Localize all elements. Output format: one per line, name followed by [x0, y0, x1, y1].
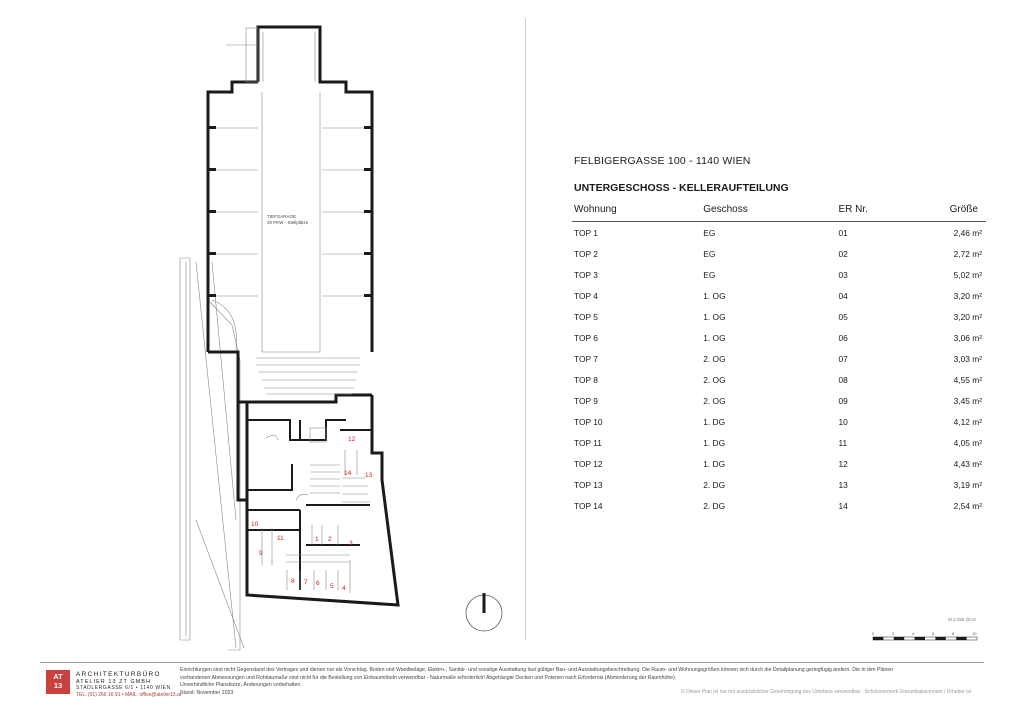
cell-floor: 1. DG [703, 437, 726, 448]
cell-floor: 2. DG [703, 479, 726, 490]
cell-size: 4,12 m² [953, 416, 983, 427]
cell-size: 2,54 m² [953, 500, 983, 511]
cellar-allocation-table [572, 204, 986, 516]
table-row [572, 369, 986, 390]
cell-er-nr: 14 [838, 500, 848, 511]
compartment-number-13: 13 [365, 472, 373, 479]
header-floor: Geschoss [701, 204, 836, 222]
cell-size: 4,05 m² [953, 437, 983, 448]
cell-size: 4,43 m² [953, 458, 983, 469]
firm-info [76, 672, 181, 698]
table-row [572, 453, 986, 474]
compartment-number-7: 7 [304, 579, 308, 586]
cell-floor: EG [703, 248, 716, 259]
cell-er-nr: 09 [838, 395, 848, 406]
scale-tick-label: 10 [972, 631, 977, 636]
cell-floor: 2. OG [703, 395, 726, 406]
cell-er-nr: 08 [838, 374, 848, 385]
north-arrow [466, 593, 502, 631]
compartment-number-6: 6 [316, 580, 320, 587]
cell-er-nr: 12 [838, 458, 848, 469]
cell-floor: 2. OG [703, 353, 726, 364]
cell-unit: TOP 14 [574, 500, 603, 511]
cell-er-nr: 07 [838, 353, 848, 364]
cell-unit: TOP 4 [574, 290, 598, 301]
ramp-lines [180, 258, 244, 650]
copyright-note: © Dieser Plan ist nur mit ausdrücklicher Genehmigung des Urhebers verwendbar - Schutzvermerk Grenzdisplacement / Urheber ist [681, 689, 972, 695]
header-unit: Wohnung [572, 204, 701, 222]
cell-unit: TOP 13 [574, 479, 603, 490]
cell-size: 2,46 m² [953, 227, 983, 238]
cell-floor: 1. OG [703, 290, 726, 301]
compartment-numbers [251, 436, 373, 592]
table-row [572, 474, 986, 495]
table-row [572, 285, 986, 306]
garage-label: TIEFGARAGE [267, 214, 297, 219]
disclaimer-line: Einrichtungen sind nicht Gegenstand des Vertrages und dienen nur als Vorschlag. Boden und Wandbeläge, Elektro-, Sanitär- und sonstige Ausstattung laut gültiger Bau- und Ausstattungsbeschreibung. Die Raum- und Wohnungsgrößen können sich durch die Detailplanung geringfügig ändern. Die in den Plänen [180, 667, 894, 673]
firm-contact: TEL. (01) 266 16 91 • MAIL: office@atelier13.at [76, 691, 182, 698]
compartment-number-14: 14 [344, 470, 352, 477]
cell-floor: 1. OG [703, 311, 726, 322]
cell-unit: TOP 3 [574, 269, 598, 280]
firm-address: STADLERGASSE 6/1 • 1140 WIEN [76, 685, 171, 691]
cell-floor: 1. DG [703, 458, 726, 469]
table-row [572, 348, 986, 369]
cellar-internal [247, 420, 372, 590]
scale-tick-label: 2 [892, 631, 895, 636]
cell-unit: TOP 1 [574, 227, 598, 238]
cell-floor: EG [703, 269, 716, 280]
table-row [572, 243, 986, 264]
cell-size: 3,45 m² [953, 395, 983, 406]
table-row [572, 390, 986, 411]
scale-tick-label: 0 [872, 631, 875, 636]
cell-floor: 1. DG [703, 416, 726, 427]
cell-er-nr: 06 [838, 332, 848, 343]
cell-floor: EG [703, 227, 716, 238]
compartment-number-3: 3 [349, 540, 353, 547]
cell-unit: TOP 9 [574, 395, 598, 406]
scale-bar [872, 631, 984, 643]
cell-er-nr: 04 [838, 290, 848, 301]
firm-name-line1: ARCHITEKTURBÜRO [76, 671, 161, 678]
cell-er-nr: 03 [838, 269, 848, 280]
garage-marks [208, 126, 372, 297]
scale-tick-label: 6 [932, 631, 935, 636]
compartment-number-12: 12 [348, 436, 356, 443]
table-row [572, 495, 986, 516]
table-row [572, 306, 986, 327]
compartment-number-4: 4 [342, 585, 346, 592]
header-er-nr: ER Nr. [836, 204, 947, 222]
compartment-number-1: 1 [315, 536, 319, 543]
compartment-number-5: 5 [330, 583, 334, 590]
cell-floor: 2. DG [703, 500, 726, 511]
cell-er-nr: 13 [838, 479, 848, 490]
table-row [572, 222, 986, 244]
scale-tick-label: 8 [952, 631, 955, 636]
cell-size: 3,19 m² [953, 479, 983, 490]
garage-capacity-label: 20 PKW - Stellplätze [267, 220, 309, 225]
cell-er-nr: 11 [838, 437, 848, 448]
table-row [572, 411, 986, 432]
cell-floor: 2. OG [703, 374, 726, 385]
compartment-number-8: 8 [291, 578, 295, 585]
cell-unit: TOP 5 [574, 311, 598, 322]
table-header-row [572, 204, 986, 222]
compartment-number-2: 2 [328, 536, 332, 543]
cell-unit: TOP 8 [574, 374, 598, 385]
cell-unit: TOP 10 [574, 416, 603, 427]
page-divider [525, 18, 526, 640]
floor-plan [0, 0, 525, 660]
compartment-number-9: 9 [259, 550, 263, 557]
cell-size: 5,02 m² [953, 269, 983, 280]
table-row [572, 432, 986, 453]
disclaimer-line: vorhandenen Abmessungen und Rohbaumaße sind nicht für die Bestellung von Einbaumöbeln verwendbar - Naturmaße erforderlich! Abgehängte Decken und Poterien nach Erfordernis (Abminderung der Raumhöhe). [180, 674, 677, 681]
cell-size: 3,06 m² [953, 332, 983, 343]
cell-unit: TOP 2 [574, 248, 598, 259]
firm-name-line2: ATELIER 13 ZT GMBH [76, 678, 152, 685]
scale-label: M 1:150 @A3 [948, 617, 976, 622]
project-title: FELBIGERGASSE 100 - 1140 WIEN [574, 155, 751, 167]
table-row [572, 327, 986, 348]
cell-size: 2,72 m² [953, 248, 983, 259]
scale-tick-label: 4 [912, 631, 915, 636]
cell-unit: TOP 6 [574, 332, 598, 343]
cell-floor: 1. OG [703, 332, 726, 343]
cell-size: 3,03 m² [953, 353, 983, 364]
cell-size: 3,20 m² [953, 290, 983, 301]
header-size: Größe [948, 204, 986, 222]
compartment-number-11: 11 [277, 535, 284, 542]
cell-er-nr: 05 [838, 311, 848, 322]
cell-unit: TOP 12 [574, 458, 603, 469]
compartment-number-10: 10 [251, 521, 259, 528]
cell-er-nr: 01 [838, 227, 848, 238]
table-row [572, 264, 986, 285]
disclaimer-line: Unverbindliche Planskizze, Änderungen vorbehalten. [180, 682, 302, 688]
logo-text-line1: AT [53, 672, 63, 681]
section-title: UNTERGESCHOSS - KELLERAUFTEILUNG [574, 182, 789, 194]
firm-logo [46, 670, 70, 694]
cell-unit: TOP 7 [574, 353, 598, 364]
cell-er-nr: 02 [838, 248, 848, 259]
garage-outer-walls [208, 27, 398, 605]
cell-er-nr: 10 [838, 416, 848, 427]
plan-date: Stand: November 2023 [180, 689, 234, 696]
cell-unit: TOP 11 [574, 437, 602, 448]
cell-size: 4,55 m² [953, 374, 983, 385]
cell-size: 3,20 m² [953, 311, 983, 322]
footer-divider [40, 662, 984, 663]
logo-text-line2: 13 [53, 680, 63, 690]
